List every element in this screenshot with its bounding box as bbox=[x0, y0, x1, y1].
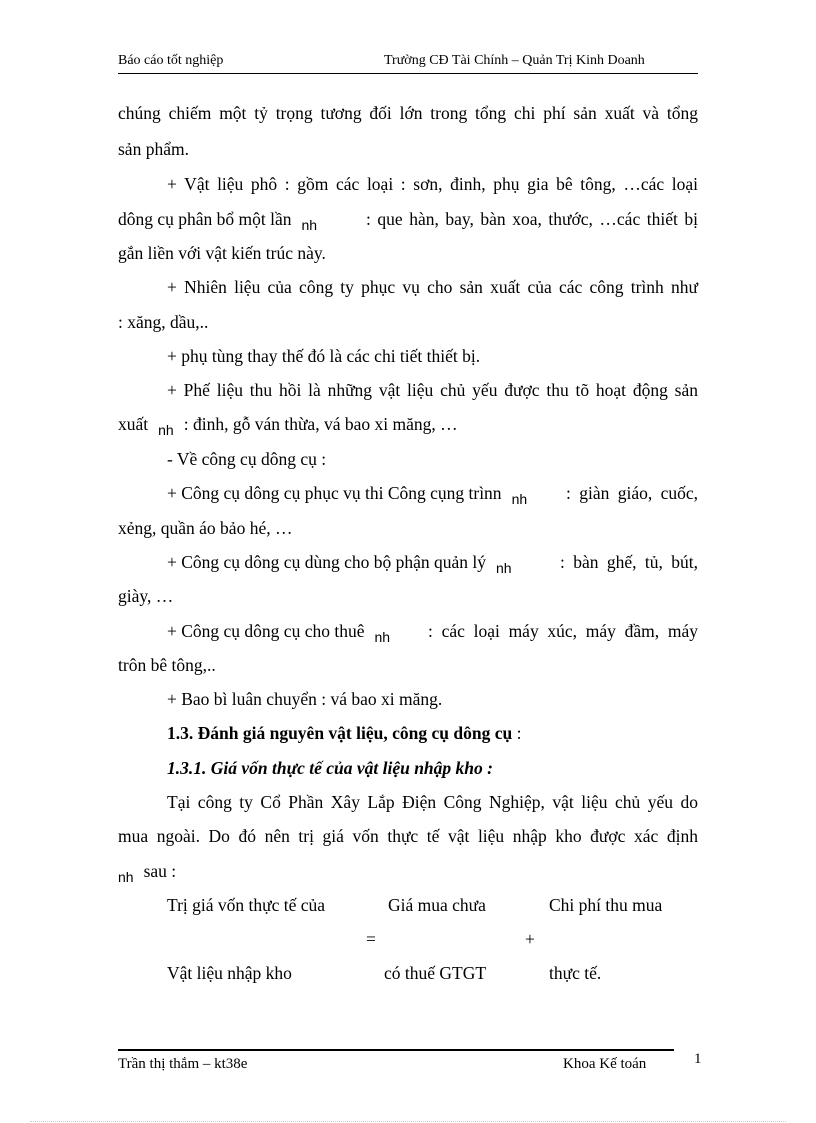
formula-term-top-2: Giá mua chưa bbox=[388, 895, 486, 915]
footer-department: Khoa Kế toán bbox=[563, 1056, 647, 1072]
paragraph-line: sản phẩm. bbox=[118, 139, 189, 159]
paragraph-line: mua ngoài. Do đó nên trị giá vốn thực tế vật liệu nhập kho được xác định bbox=[118, 826, 698, 846]
heading-colon: : bbox=[512, 723, 522, 743]
formula-term-bottom-2: có thuế GTGT bbox=[384, 963, 487, 983]
formula-term-top-3: Chi phí thu mua bbox=[549, 895, 663, 915]
text-segment: sau : bbox=[143, 861, 177, 881]
formula-term-top-1: Trị giá vốn thực tế của bbox=[167, 895, 326, 915]
text-segment: : đinh, gỗ ván thừa, vá bao xi măng, … bbox=[183, 414, 458, 434]
paragraph-line: + Nhiên liệu của công ty phục vụ cho sản xuất của các công trình như bbox=[167, 277, 698, 297]
nh-fragment: nh bbox=[158, 422, 174, 438]
page-bottom-dotted-rule bbox=[30, 1121, 786, 1122]
paragraph-line: : que hàn, bay, bàn xoa, thước, …các thiết bị bbox=[366, 209, 698, 229]
text-segment: dông cụ phân bổ một lần bbox=[118, 209, 292, 229]
paragraph-line bbox=[167, 483, 537, 507]
paragraph-line bbox=[118, 861, 177, 885]
plus-sign: + bbox=[525, 929, 535, 949]
text-segment: + Công cụ dông cụ dùng cho bộ phận quản lý bbox=[167, 552, 486, 572]
heading-text: 1.3. Đánh giá nguyên vật liệu, công cụ dông cụ bbox=[167, 723, 513, 743]
paragraph-line: + Bao bì luân chuyển : vá bao xi măng. bbox=[167, 689, 443, 709]
section-subheading: - Về công cụ dông cụ : bbox=[167, 449, 327, 469]
paragraph-line bbox=[118, 209, 327, 233]
formula-term-bottom-3: thực tế. bbox=[549, 963, 602, 983]
nh-fragment: nh bbox=[511, 491, 528, 507]
text-segment: + Công cụ dông cụ phục vụ thi Công cụng trìnn bbox=[167, 483, 502, 503]
header-right: Trường CĐ Tài Chính – Quản Trị Kinh Doanh bbox=[384, 53, 645, 68]
subsection-heading: 1.3.1. Giá vốn thực tế của vật liệu nhập kho : bbox=[167, 758, 493, 778]
text-segment: xuất bbox=[118, 414, 149, 434]
paragraph-line: Tại công ty Cổ Phần Xây Lắp Điện Công Nghiệp, vật liệu chủ yếu do bbox=[167, 792, 698, 812]
paragraph-line: + Phế liệu thu hồi là những vật liệu chủ yếu được thu tõ hoạt động sản bbox=[167, 380, 698, 400]
paragraph-line: gắn liền với vật kiến trúc này. bbox=[118, 243, 326, 263]
paragraph-line: xẻng, quần áo bảo hé, … bbox=[118, 518, 293, 538]
page-number: 1 bbox=[694, 1051, 702, 1067]
nh-fragment: nh bbox=[496, 560, 512, 576]
nh-fragment: nh bbox=[301, 217, 318, 233]
paragraph-line: : xăng, dầu,.. bbox=[118, 312, 209, 332]
paragraph-line: : giàn giáo, cuốc, bbox=[566, 483, 698, 503]
paragraph-line: : bàn ghế, tủ, bút, bbox=[560, 552, 698, 572]
paragraph-line: : các loại máy xúc, máy đầm, máy bbox=[428, 621, 698, 641]
paragraph-line bbox=[167, 621, 400, 645]
footer-author: Trần thị thắm – kt38e bbox=[118, 1056, 248, 1072]
header-left: Báo cáo tốt nghiệp bbox=[118, 53, 224, 68]
nh-fragment: nh bbox=[374, 629, 391, 645]
paragraph-line: + phụ tùng thay thế đó là các chi tiết thiết bị. bbox=[167, 346, 481, 366]
section-heading bbox=[167, 723, 521, 744]
equals-sign: = bbox=[366, 929, 376, 949]
paragraph-line: chúng chiếm một tỷ trọng tương đối lớn trong tổng chi phí sản xuất và tổng bbox=[118, 103, 698, 123]
paragraph-line bbox=[167, 552, 522, 576]
text-segment: + Công cụ dông cụ cho thuê bbox=[167, 621, 365, 641]
footer-rule bbox=[118, 1049, 674, 1051]
paragraph-line bbox=[118, 414, 458, 438]
nh-fragment: nh bbox=[118, 869, 134, 885]
paragraph-line: trôn bê tông,.. bbox=[118, 655, 216, 675]
header-rule bbox=[118, 73, 698, 74]
formula-term-bottom-1: Vật liệu nhập kho bbox=[167, 963, 292, 983]
paragraph-line: giày, … bbox=[118, 586, 174, 606]
paragraph-line: + Vật liệu phô : gồm các loại : sơn, đinh, phụ gia bê tông, …các loại bbox=[167, 174, 698, 194]
